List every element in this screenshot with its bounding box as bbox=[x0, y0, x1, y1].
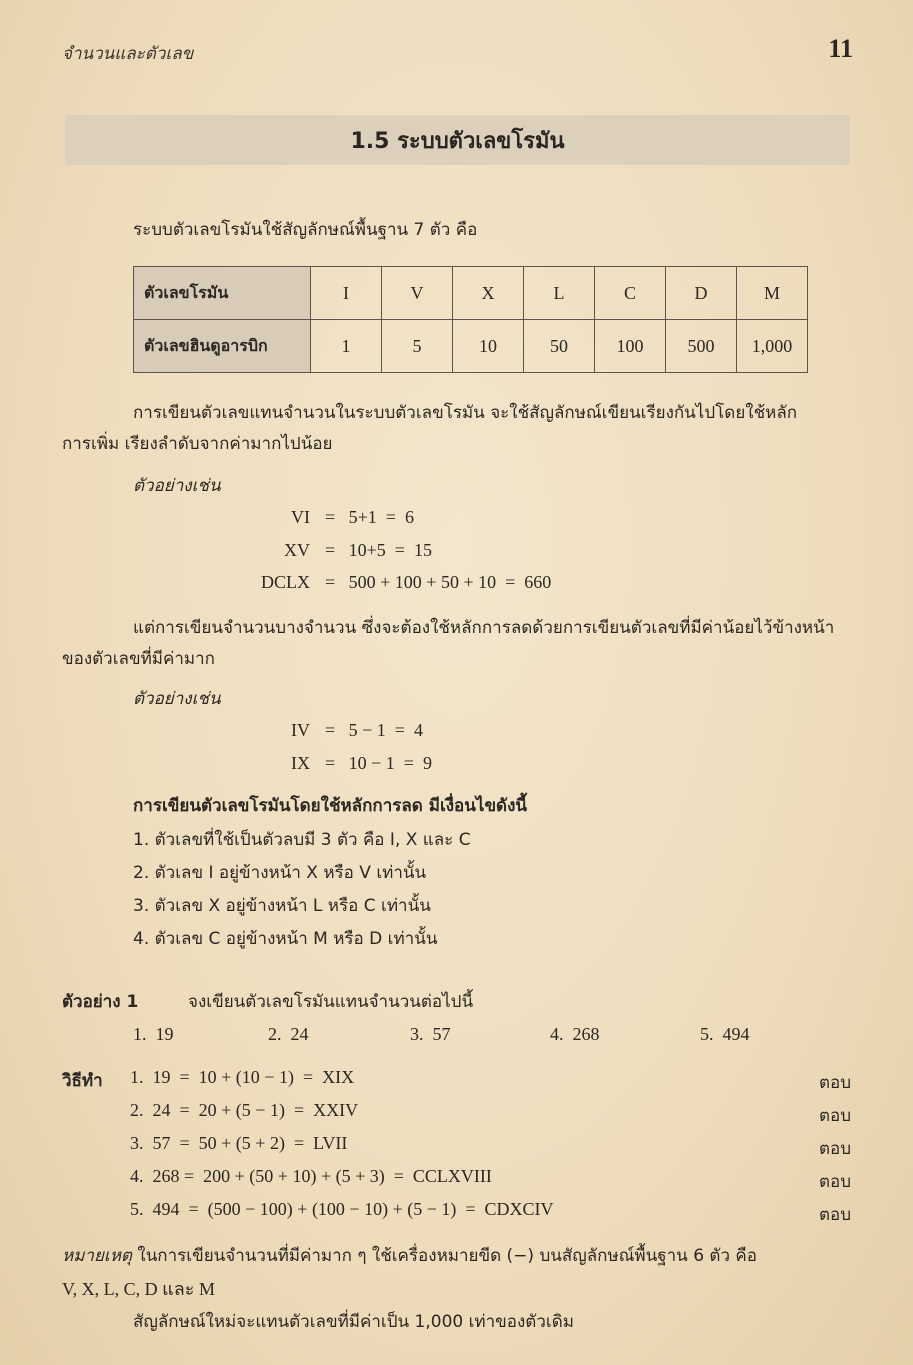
cell-arabic: 10 bbox=[453, 320, 524, 373]
row-header-arabic: ตัวเลขฮินดูอารบิก bbox=[134, 320, 311, 373]
note-label: หมายเหตุ bbox=[62, 1246, 132, 1266]
solution-line: 1. 19 = 10 + (10 − 1) = XIX bbox=[130, 1067, 355, 1087]
cell-arabic: 5 bbox=[382, 320, 453, 373]
rule-item: 2. ตัวเลข I อยู่ข้างหน้า X หรือ V เท่านั้น bbox=[133, 863, 427, 883]
solution-line: 4. 268 = 200 + (50 + 10) + (5 + 3) = CCLXVIII bbox=[130, 1166, 492, 1186]
eq-lhs: DCLX bbox=[261, 572, 310, 592]
page-number: 11 bbox=[828, 34, 853, 63]
para1-line2: การเพิ่ม เรียงลำดับจากค่ามากไปน้อย bbox=[62, 434, 333, 454]
intro-text: ระบบตัวเลขโรมันใช้สัญลักษณ์พื้นฐาน 7 ตัว คือ bbox=[133, 220, 478, 240]
note-text: ในการเขียนจำนวนที่มีค่ามาก ๆ ใช้เครื่องหมายขีด (−) บนสัญลักษณ์พื้นฐาน 6 ตัว คือ bbox=[131, 1246, 757, 1266]
example1-prompt: จงเขียนตัวเลขโรมันแทนจำนวนต่อไปนี้ bbox=[188, 992, 474, 1012]
section-title: 1.5 ระบบตัวเลขโรมัน bbox=[350, 128, 565, 154]
example1-number: 2. 24 bbox=[268, 1024, 309, 1044]
cell-roman: C bbox=[595, 267, 666, 320]
solution-line: 3. 57 = 50 + (5 + 2) = LVII bbox=[130, 1133, 348, 1153]
example1-number: 5. 494 bbox=[700, 1024, 750, 1044]
rule-item: 1. ตัวเลขที่ใช้เป็นตัวลบมี 3 ตัว คือ I, X และ C bbox=[133, 830, 471, 850]
example1-number: 4. 268 bbox=[550, 1024, 600, 1044]
eq-rhs: = 10 − 1 = 9 bbox=[325, 753, 432, 773]
answer-label: ตอบ bbox=[818, 1139, 851, 1159]
note-line2: V, X, L, C, D และ M bbox=[62, 1279, 215, 1299]
cell-arabic: 1,000 bbox=[737, 320, 808, 373]
eq-lhs: IX bbox=[291, 753, 310, 773]
eq-lhs: XV bbox=[284, 540, 310, 560]
example1-number: 3. 57 bbox=[410, 1024, 451, 1044]
roman-numeral-table bbox=[133, 266, 808, 373]
running-head: จำนวนและตัวเลข bbox=[62, 44, 194, 64]
answer-label: ตอบ bbox=[818, 1172, 851, 1192]
cell-roman: D bbox=[666, 267, 737, 320]
cell-arabic: 500 bbox=[666, 320, 737, 373]
cell-roman: M bbox=[737, 267, 808, 320]
rule-item: 4. ตัวเลข C อยู่ข้างหน้า M หรือ D เท่านั้น bbox=[133, 929, 438, 949]
rules-heading: การเขียนตัวเลขโรมันโดยใช้หลักการลด มีเงื่อนไขดังนี้ bbox=[133, 796, 528, 816]
cell-roman: X bbox=[453, 267, 524, 320]
answer-label: ตอบ bbox=[818, 1205, 851, 1225]
para2-line1: แต่การเขียนจำนวนบางจำนวน ซึ่งจะต้องใช้หลักการลดด้วยการเขียนตัวเลขที่มีค่าน้อยไว้ข้างหน้า bbox=[133, 618, 835, 638]
solution-line: 5. 494 = (500 − 100) + (100 − 10) + (5 − 1) = CDXCIV bbox=[130, 1199, 554, 1219]
row-header-roman: ตัวเลขโรมัน bbox=[134, 267, 311, 320]
example-label: ตัวอย่างเช่น bbox=[133, 689, 221, 709]
answer-label: ตอบ bbox=[818, 1106, 851, 1126]
table-row bbox=[134, 320, 808, 373]
eq-lhs: IV bbox=[291, 720, 310, 740]
rule-item: 3. ตัวเลข X อยู่ข้างหน้า L หรือ C เท่านั้น bbox=[133, 896, 431, 916]
note-line1 bbox=[62, 1242, 757, 1269]
para1-line1: การเขียนตัวเลขแทนจำนวนในระบบตัวเลขโรมัน จะใช้สัญลักษณ์เขียนเรียงกันไปโดยใช้หลัก bbox=[133, 403, 798, 423]
eq-rhs: = 5+1 = 6 bbox=[325, 507, 414, 527]
eq-rhs: = 10+5 = 15 bbox=[325, 540, 432, 560]
example-label: ตัวอย่างเช่น bbox=[133, 476, 221, 496]
cell-arabic: 1 bbox=[311, 320, 382, 373]
cell-arabic: 100 bbox=[595, 320, 666, 373]
eq-rhs: = 5 − 1 = 4 bbox=[325, 720, 423, 740]
section-title-band bbox=[65, 115, 850, 165]
example1-number: 1. 19 bbox=[133, 1024, 174, 1044]
cell-roman: I bbox=[311, 267, 382, 320]
solution-line: 2. 24 = 20 + (5 − 1) = XXIV bbox=[130, 1100, 359, 1120]
cell-roman: L bbox=[524, 267, 595, 320]
answer-label: ตอบ bbox=[818, 1073, 851, 1093]
note-line3: สัญลักษณ์ใหม่จะแทนตัวเลขที่มีค่าเป็น 1,000 เท่าของตัวเดิม bbox=[133, 1312, 574, 1332]
eq-lhs: VI bbox=[291, 507, 310, 527]
eq-rhs: = 500 + 100 + 50 + 10 = 660 bbox=[325, 572, 552, 592]
solution-label: วิธีทำ bbox=[62, 1071, 103, 1091]
cell-arabic: 50 bbox=[524, 320, 595, 373]
cell-roman: V bbox=[382, 267, 453, 320]
example1-label: ตัวอย่าง 1 bbox=[62, 992, 139, 1012]
para2-line2: ของตัวเลขที่มีค่ามาก bbox=[62, 649, 215, 669]
table-row bbox=[134, 267, 808, 320]
